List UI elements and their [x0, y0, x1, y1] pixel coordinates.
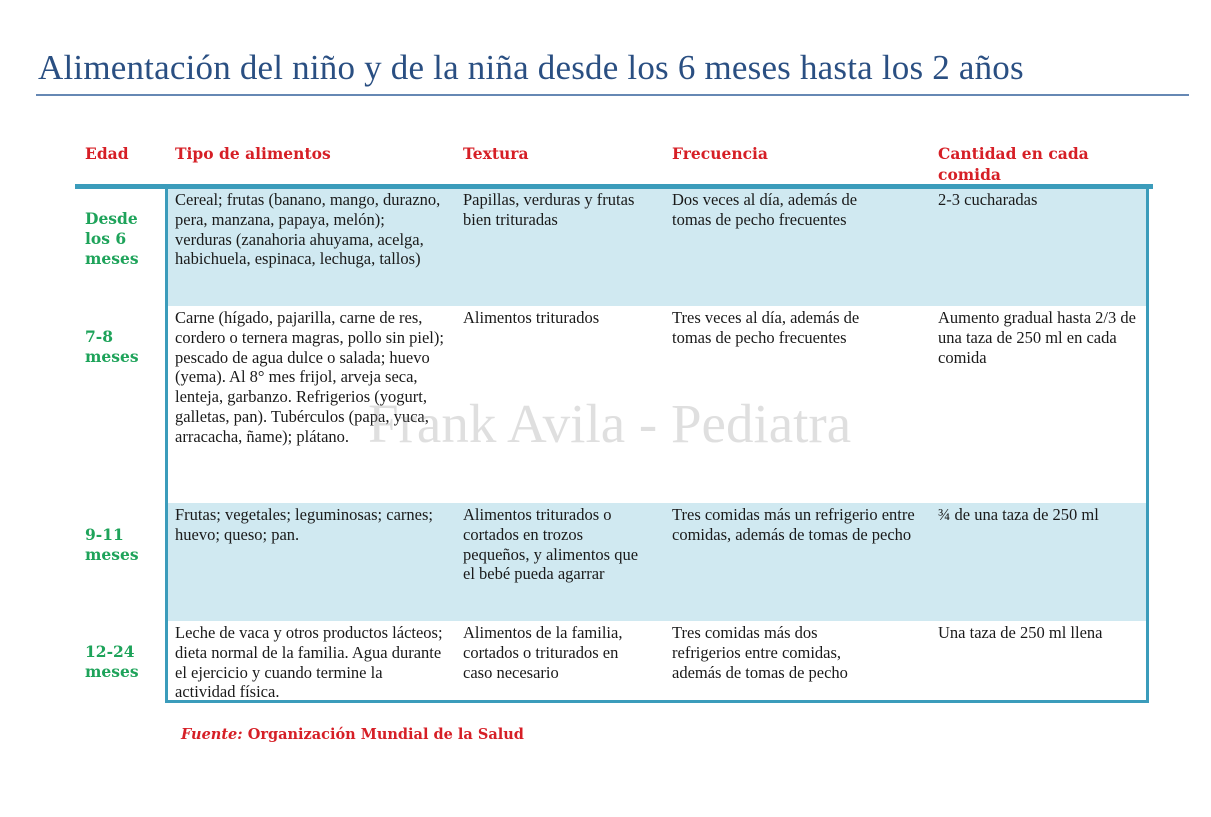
row-4-tipo: Leche de vaca y otros productos lácteos; dieta normal de la familia. Agua durante el ejercicio y cuando termine la actividad física. [175, 623, 443, 702]
row-4-age: 12-24 meses [85, 642, 139, 681]
header-textura: Textura [463, 144, 529, 163]
row-3-textura: Alimentos triturados o cortados en trozos pequeños, y alimentos que el bebé pueda agarrar [463, 505, 639, 584]
row-4-cantidad: Una taza de 250 ml llena [938, 623, 1103, 642]
source-text: Organización Mundial de la Salud [247, 726, 524, 743]
row-4-frecuencia: Tres comidas más dos refrigerios entre comidas, además de tomas de pecho [672, 623, 848, 682]
row-3-tipo: Frutas; vegetales; leguminosas; carnes; huevo; queso; pan. [175, 505, 433, 544]
row-4-textura: Alimentos de la familia, cortados o triturados en caso necesario [463, 623, 623, 682]
table-border-left [165, 186, 168, 703]
row-1-textura: Papillas, verduras y frutas bien trituradas [463, 190, 635, 229]
header-cantidad: Cantidad en cada comida [938, 144, 1089, 184]
source-note [181, 726, 524, 743]
header-edad: Edad [85, 144, 129, 163]
row-1-tipo: Cereal; frutas (banano, mango, durazno, pera, manzana, papaya, melón); verduras (zanahoria ahuyama, acelga, habichuela, espinaca, lechuga, tallos) [175, 190, 441, 269]
row-2-age: 7-8 meses [85, 327, 139, 366]
title-divider [36, 94, 1189, 96]
row-3-age: 9-11 meses [85, 525, 139, 564]
row-1-cantidad: 2-3 cucharadas [938, 190, 1038, 209]
row-2-cantidad: Aumento gradual hasta 2/3 de una taza de 250 ml en cada comida [938, 308, 1136, 367]
row-3-cantidad: ¾ de una taza de 250 ml [938, 505, 1099, 524]
row-2-tipo: Carne (hígado, pajarilla, carne de res, cordero o ternera magras, pollo sin piel); pescado de agua dulce o salada; huevo (yema). Al 8° mes frijol, arveja seca, lenteja, garbanzo. Refrigerios (yogurt, galletas, pan). Tubérculos (papa, yuca, arracacha, ñame); plátano. [175, 308, 444, 446]
row-3-frecuencia: Tres comidas más un refrigerio entre comidas, además de tomas de pecho [672, 505, 915, 544]
source-label: Fuente: [181, 726, 243, 743]
row-1-age: Desde los 6 meses [85, 209, 139, 268]
header-tipo-alimentos: Tipo de alimentos [175, 144, 331, 163]
header-frecuencia: Frecuencia [672, 144, 768, 163]
row-2-textura: Alimentos triturados [463, 308, 600, 327]
row-2-frecuencia: Tres veces al día, además de tomas de pecho frecuentes [672, 308, 860, 347]
row-1-frecuencia: Dos veces al día, además de tomas de pecho frecuentes [672, 190, 858, 229]
table-border-right [1146, 186, 1149, 703]
page-title: Alimentación del niño y de la niña desde los 6 meses hasta los 2 años [38, 48, 1024, 87]
watermark: Frank Avila - Pediatra [368, 393, 852, 454]
